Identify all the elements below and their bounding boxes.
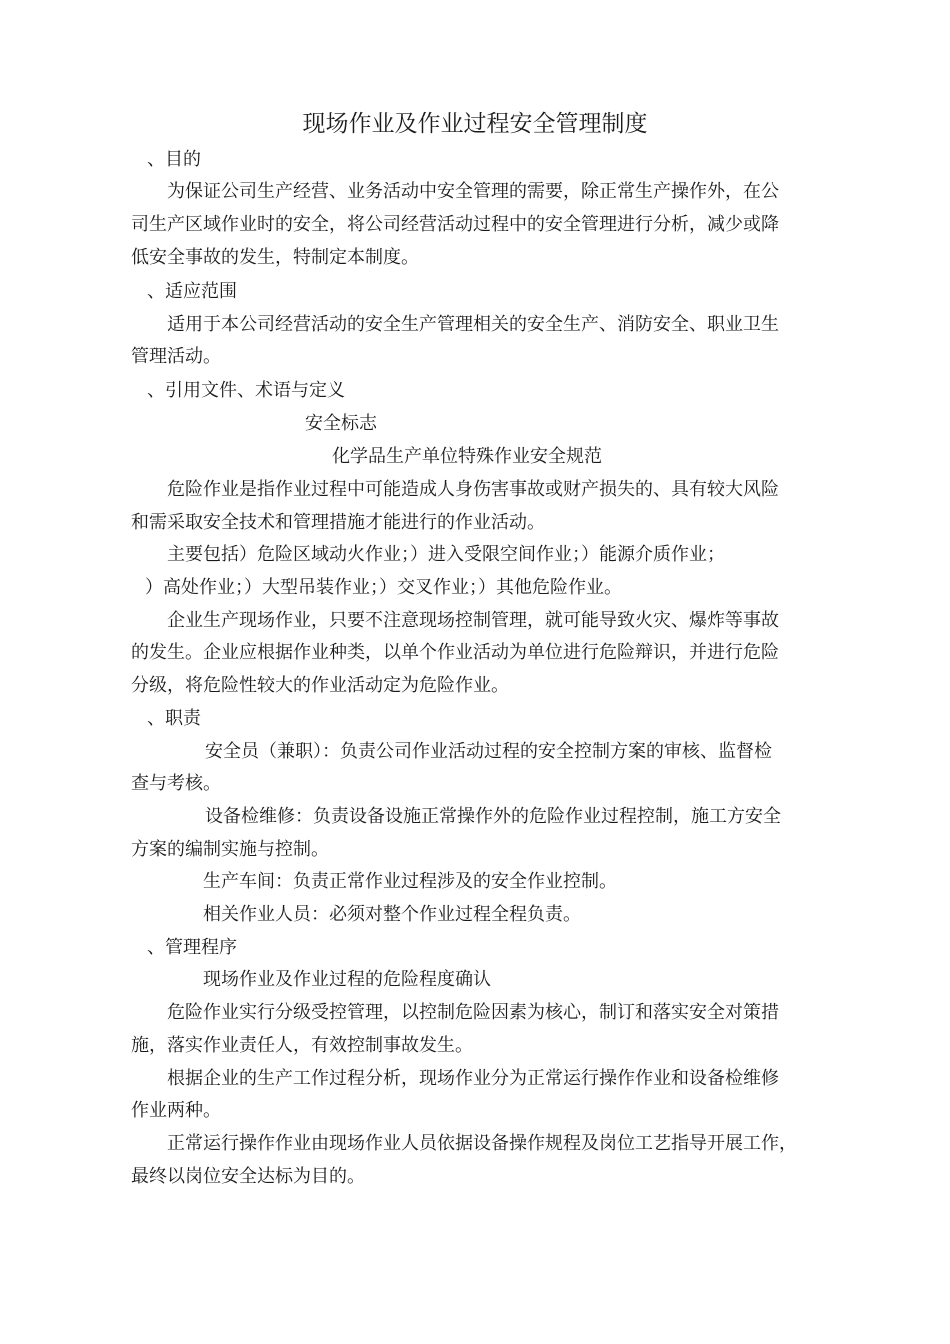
paragraph-line: 方案的编制实施与控制。 [131, 839, 329, 860]
paragraph-line: ）高处作业；）大型吊装作业；）交叉作业；）其他危险作业。 [145, 577, 622, 598]
paragraph-line: 为保证公司生产经营、业务活动中安全管理的需要，除正常生产操作外，在公 [167, 181, 779, 202]
subsection-heading: 现场作业及作业过程的危险程度确认 [203, 969, 491, 990]
paragraph-line: 低安全事故的发生，特制定本制度。 [131, 247, 419, 268]
reference-item: 化学品生产单位特殊作业安全规范 [332, 446, 602, 467]
paragraph-line: 施，落实作业责任人，有效控制事故发生。 [131, 1035, 473, 1056]
section-heading: 、管理程序 [147, 937, 237, 958]
section-heading: 、引用文件、术语与定义 [147, 380, 345, 401]
paragraph-line: 最终以岗位安全达标为目的。 [131, 1166, 365, 1187]
paragraph-line: 相关作业人员：必须对整个作业过程全程负责。 [203, 904, 581, 925]
paragraph-line: 生产车间：负责正常作业过程涉及的安全作业控制。 [203, 871, 617, 892]
paragraph-line: 分级，将危险性较大的作业活动定为危险作业。 [131, 675, 509, 696]
paragraph-line: 主要包括）危险区域动火作业；）进入受限空间作业；）能源介质作业； [167, 544, 725, 565]
paragraph-line: 正常运行操作作业由现场作业人员依据设备操作规程及岗位工艺指导开展工作， [167, 1133, 797, 1154]
paragraph-line: 危险作业实行分级受控管理，以控制危险因素为核心，制订和落实安全对策措 [167, 1002, 779, 1023]
paragraph-line: 管理活动。 [131, 346, 221, 367]
section-heading: 、职责 [147, 708, 201, 729]
reference-item: 安全标志 [305, 413, 377, 434]
paragraph-line: 安全员（兼职）：负责公司作业活动过程的安全控制方案的审核、监督检 [205, 741, 772, 762]
paragraph-line: 企业生产现场作业，只要不注意现场控制管理，就可能导致火灾、爆炸等事故 [167, 610, 779, 631]
paragraph-line: 设备检维修：负责设备设施正常操作外的危险作业过程控制，施工方安全 [205, 806, 781, 827]
paragraph-line: 的发生。企业应根据作业种类，以单个作业活动为单位进行危险辩识，并进行危险 [131, 642, 779, 663]
document-title: 现场作业及作业过程安全管理制度 [302, 111, 648, 137]
paragraph-line: 适用于本公司经营活动的安全生产管理相关的安全生产、消防安全、职业卫生 [167, 314, 779, 335]
paragraph-line: 司生产区域作业时的安全，将公司经营活动过程中的安全管理进行分析，减少或降 [131, 214, 779, 235]
paragraph-line: 查与考核。 [131, 773, 221, 794]
paragraph-line: 作业两种。 [131, 1100, 221, 1121]
section-heading: 、适应范围 [147, 281, 237, 302]
paragraph-line: 危险作业是指作业过程中可能造成人身伤害事故或财产损失的、具有较大风险 [167, 479, 779, 500]
paragraph-line: 和需采取安全技术和管理措施才能进行的作业活动。 [131, 512, 545, 533]
paragraph-line: 根据企业的生产工作过程分析，现场作业分为正常运行操作作业和设备检维修 [167, 1068, 779, 1089]
section-heading: 、目的 [147, 149, 201, 170]
